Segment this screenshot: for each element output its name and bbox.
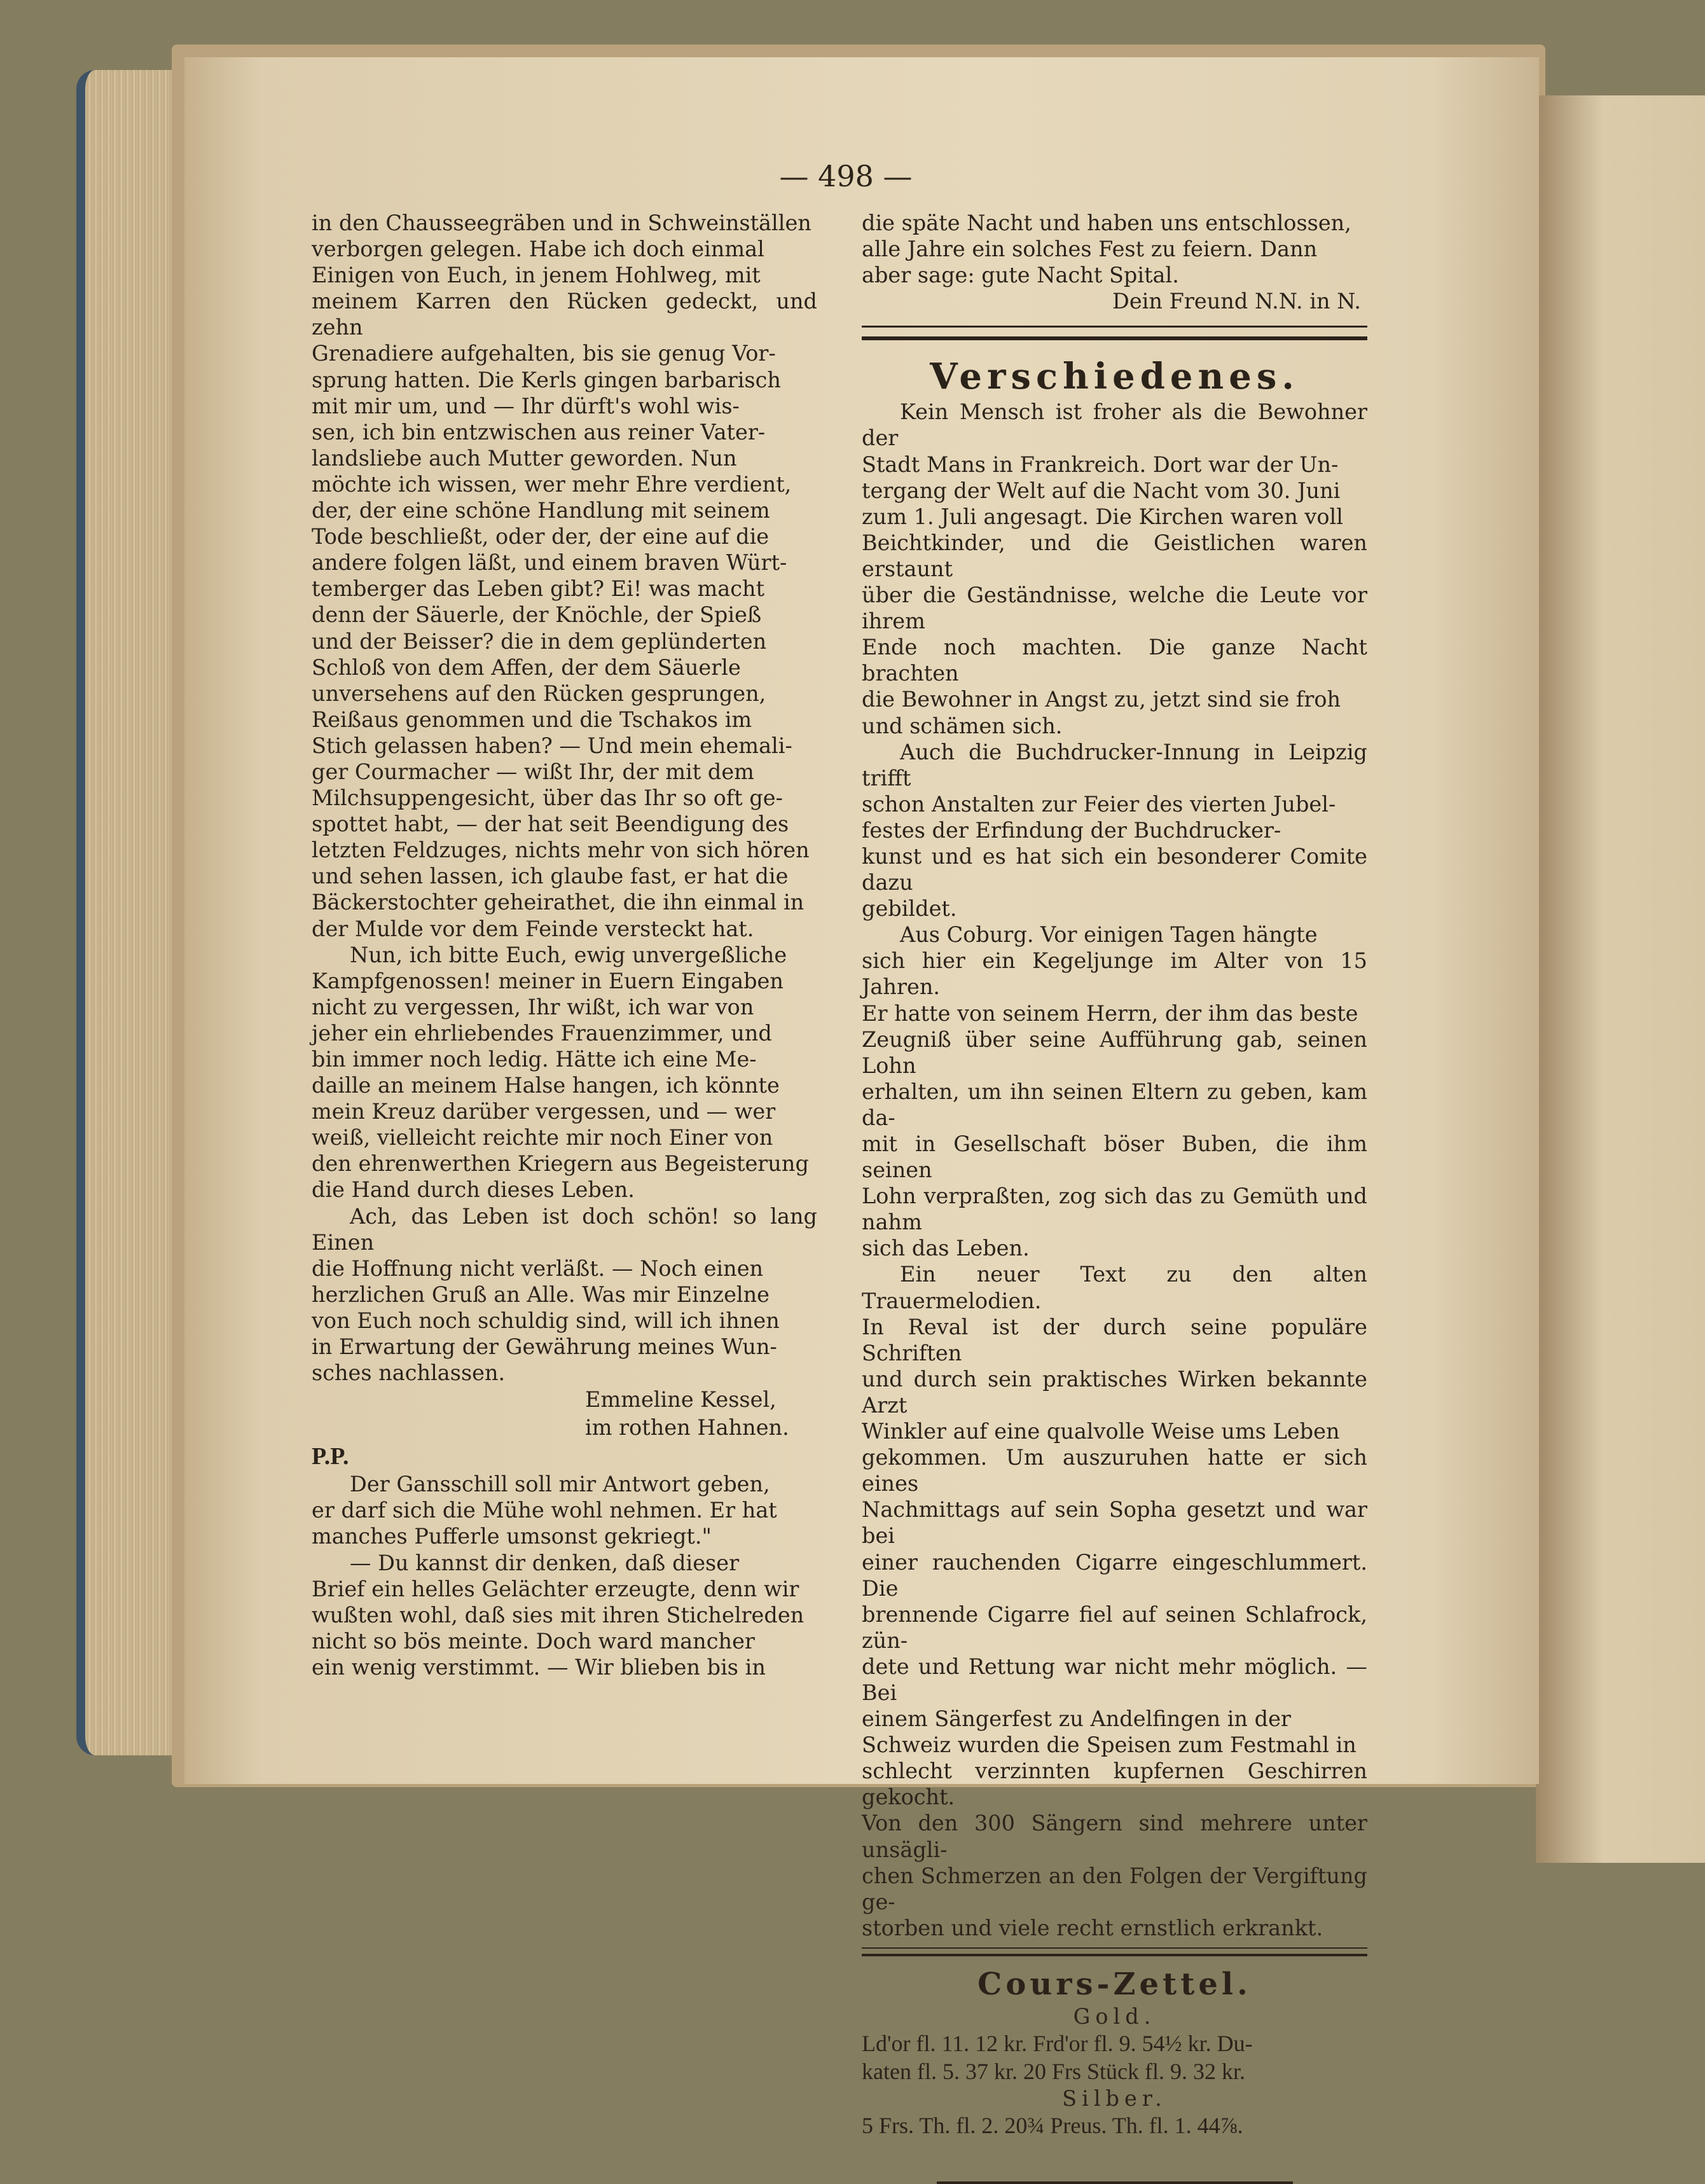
text-line: Schloß von dem Affen, der dem Säuerle [312, 654, 741, 680]
text-line: Beichtkinder, und die Geistlichen waren erstaunt [862, 530, 1367, 581]
end-rule [937, 2175, 1293, 2184]
text-line: bin immer noch ledig. Hätte ich eine Me- [312, 1047, 757, 1072]
text-line: sen, ich bin entzwischen aus reiner Vater- [312, 419, 766, 445]
text-line: dete und Rettung war nicht mehr möglich. — Bei [862, 1654, 1367, 1705]
text-line: die Hand durch dieses Leben. [312, 1177, 635, 1203]
text-line: der, der eine schöne Handlung mit seinem [312, 498, 770, 523]
text-line: Stich gelassen haben? — Und mein ehemali- [312, 733, 792, 758]
gold-label: Gold. [1073, 2003, 1156, 2029]
text-line: ein wenig verstimmt. — Wir blieben bis in [312, 1654, 766, 1680]
text-line: die Hoffnung nicht verläßt. — Noch einen [312, 1255, 764, 1281]
text-line: erhalten, um ihn seinen Eltern zu geben, kam da- [862, 1079, 1367, 1130]
news-item-reval [862, 1261, 1367, 1940]
text-line: einer rauchenden Cigarre eingeschlummert. Die [862, 1549, 1367, 1601]
text-line: Ende noch machten. Die ganze Nacht brachten [862, 635, 1367, 686]
text-line: Nun, ich bitte Euch, ewig unvergeßliche [350, 942, 787, 967]
text-line: temberger das Leben gibt? Ei! was macht [312, 576, 765, 602]
news-item-mans [862, 399, 1367, 738]
text-line: daille an meinem Halse hangen, ich könnte [312, 1073, 780, 1098]
silber-label: Silber. [1062, 2086, 1167, 2111]
text-line: die späte Nacht und haben uns entschlossen, [862, 211, 1351, 235]
text-line: sich das Leben. [862, 1236, 1030, 1261]
text-line: möchte ich wissen, wer mehr Ehre verdient, [312, 471, 792, 497]
left-paragraph-4 [312, 1471, 817, 1549]
text-line: In Reval ist der durch seine populäre Schriften [862, 1314, 1367, 1365]
letter-signature: Dein Freund N.N. in N. [1112, 289, 1361, 314]
cours-divider [862, 1947, 1367, 1956]
left-paragraph-1 [312, 210, 817, 942]
text-line: unversehens auf den Rücken gesprungen, [312, 681, 766, 706]
text-line: letzten Feldzuges, nichts mehr von sich hören [312, 838, 810, 863]
text-line: sich hier ein Kegeljunge im Alter von 15 Jahren. [862, 948, 1367, 1000]
text-line: nicht zu vergessen, Ihr wißt, ich war von [312, 994, 754, 1019]
text-line: er darf sich die Mühe wohl nehmen. Er hat [312, 1498, 777, 1523]
text-line: die Bewohner in Angst zu, jetzt sind sie froh [862, 687, 1341, 712]
news-item-leipzig [862, 739, 1367, 922]
text-line: von Euch noch schuldig sind, will ich ihnen [312, 1308, 780, 1333]
text-line: aber sage: gute Nacht Spital. [862, 263, 1179, 288]
text-line: wußten wohl, daß sies mit ihren Stichelreden [312, 1602, 804, 1628]
text-line: meinem Karren den Rücken gedeckt, und zehn [312, 289, 817, 340]
text-line: und sehen lassen, ich glaube fast, er hat die [312, 864, 789, 889]
text-line: schlecht verzinnten kupfernen Geschirren gekocht. [862, 1759, 1367, 1810]
text-line: gekommen. Um auszuruhen hatte er sich eines [862, 1445, 1367, 1496]
text-line: spottet habt, — der hat seit Beendigung des [312, 812, 789, 837]
text-line: Schweiz wurden die Speisen zum Festmahl in [862, 1732, 1356, 1758]
text-line: Tode beschließt, oder der, der eine auf die [312, 524, 770, 549]
left-paragraph-2 [312, 942, 817, 1203]
right-top-paragraph [862, 210, 1367, 288]
text-line: mit in Gesellschaft böser Buben, die ihm seinen [862, 1131, 1367, 1183]
text-line: landsliebe auch Mutter geworden. Nun [312, 445, 737, 471]
section-title: Verschiedenes. [930, 356, 1299, 398]
text-line: mein Kreuz darüber vergessen, und — wer [312, 1099, 776, 1124]
text-line: Grenadiere aufgehalten, bis sie genug Vor- [312, 341, 776, 366]
text-line: schon Anstalten zur Feier des vierten Jubel- [862, 791, 1336, 817]
text-line: mit mir um, und — Ihr dürft's wohl wis- [312, 393, 740, 418]
text-line: brennende Cigarre fiel auf seinen Schlafrock, zün- [862, 1601, 1367, 1653]
text-line: den ehrenwerthen Kriegern aus Begeisterung [312, 1151, 809, 1177]
text-line: storben und viele recht ernstlich erkrankt. [862, 1915, 1323, 1940]
text-line: Milchsuppengesicht, über das Ihr so oft ge- [312, 785, 783, 811]
text-line: Stadt Mans in Frankreich. Dort war der Un- [862, 452, 1339, 477]
text-line: der Mulde vor dem Feinde versteckt hat. [312, 916, 754, 941]
text-line: herzlichen Gruß an Alle. Was mir Einzelne [312, 1282, 770, 1307]
left-paragraph-3 [312, 1203, 817, 1386]
text-line: Bäckerstochter geheirathet, die ihn einmal in [312, 890, 804, 915]
cours-title: Cours-Zettel. [977, 1966, 1252, 2002]
text-line: Er hatte von seinem Herrn, der ihm das beste [862, 1000, 1358, 1026]
news-item-coburg [862, 922, 1367, 1261]
signature-place: im rothen Hahnen. [585, 1415, 789, 1441]
text-line: jeher ein ehrliebendes Frauenzimmer, und [312, 1020, 772, 1046]
left-paragraph-5 [312, 1550, 817, 1680]
text-line: festes der Erfindung der Buchdrucker- [862, 817, 1281, 843]
text-line: Der Gansschill soll mir Antwort geben, [350, 1472, 770, 1497]
text-line: Ld'or fl. 11. 12 kr. Frd'or fl. 9. 54½ kr. Du- [862, 2031, 1253, 2056]
text-line: in Erwartung der Gewährung meines Wun- [312, 1334, 777, 1360]
text-line: Aus Coburg. Vor einigen Tagen hängte [900, 922, 1318, 948]
text-line: alle Jahre ein solches Fest zu feiern. Dann [862, 237, 1318, 262]
text-line: katen fl. 5. 37 kr. 20 Frs Stück fl. 9. 32 kr. [862, 2059, 1245, 2084]
text-line: Zeugniß über seine Aufführung gab, seinen Lohn [862, 1026, 1367, 1078]
text-line: und schämen sich. [862, 713, 1063, 738]
text-line: Nachmittags auf sein Sopha gesetzt und war bei [862, 1497, 1367, 1549]
text-line: in den Chausseegräben und in Schweinställen [312, 211, 811, 235]
text-line: Auch die Buchdrucker-Innung in Leipzig trifft [862, 739, 1367, 791]
text-line: weiß, vielleicht reichte mir noch Einer von [312, 1125, 773, 1151]
left-column [312, 210, 817, 1680]
right-column [862, 210, 1367, 2184]
text-line: Ach, das Leben ist doch schön! so lang Einen [312, 1203, 817, 1255]
text-line: verborgen gelegen. Habe ich doch einmal [312, 237, 764, 262]
text-line: gebildet. [862, 896, 957, 922]
pp-label: P.P. [312, 1443, 349, 1470]
text-line: Kein Mensch ist froher als die Bewohner der [862, 399, 1367, 451]
text-line: kunst und es hat sich ein besonderer Comite dazu [862, 843, 1367, 895]
text-line: Winkler auf eine qualvolle Weise ums Leben [862, 1419, 1340, 1444]
text-line: Kampfgenossen! meiner in Euern Eingaben [312, 968, 783, 993]
text-line: nicht so bös meinte. Doch ward mancher [312, 1628, 755, 1654]
text-line: zum 1. Juli angesagt. Die Kirchen waren voll [862, 504, 1343, 529]
text-line: ger Courmacher — wißt Ihr, der mit dem [312, 759, 754, 784]
page-number: — 498 — [779, 159, 913, 193]
text-line: denn der Säuerle, der Knöchle, der Spieß [312, 602, 762, 628]
gold-rates [862, 2029, 1367, 2085]
text-line: andere folgen läßt, und einem braven Würt- [312, 550, 787, 576]
text-line: sprung hatten. Die Kerls gingen barbarisch [312, 367, 781, 392]
text-line: und der Beisser? die in dem geplünderten [312, 628, 767, 654]
text-line: sches nachlassen. [312, 1360, 506, 1386]
text-line: — Du kannst dir denken, daß dieser [350, 1550, 740, 1575]
text-line: Einigen von Euch, in jenem Hohlweg, mit [312, 263, 761, 288]
text-line: manches Pufferle umsonst gekriegt." [312, 1524, 712, 1549]
text-line: chen Schmerzen an den Folgen der Vergiftung ge- [862, 1863, 1367, 1914]
text-line: über die Geständnisse, welche die Leute vor ihrem [862, 583, 1367, 634]
text-line: Lohn verpraßten, zog sich das zu Gemüth und nahm [862, 1184, 1367, 1235]
text-line: Brief ein helles Gelächter erzeugte, denn wir [312, 1576, 799, 1601]
signature-name: Emmeline Kessel, [585, 1387, 777, 1413]
text-line: Reißaus genommen und die Tschakos im [312, 707, 752, 732]
text-line: einem Sängerfest zu Andelfingen in der [862, 1706, 1291, 1732]
section-divider [862, 326, 1367, 340]
text-line: und durch sein praktisches Wirken bekannte Arzt [862, 1366, 1367, 1418]
text-line: tergang der Welt auf die Nacht vom 30. Juni [862, 478, 1341, 503]
silber-rates: 5 Frs. Th. fl. 2. 20¾ Preus. Th. fl. 1. 44⅞. [862, 2113, 1243, 2139]
text-line: Ein neuer Text zu den alten Trauermelodien. [862, 1262, 1367, 1313]
text-line: Von den 300 Sängern sind mehrere unter unsägli- [862, 1811, 1367, 1862]
facing-page [1536, 95, 1705, 1863]
